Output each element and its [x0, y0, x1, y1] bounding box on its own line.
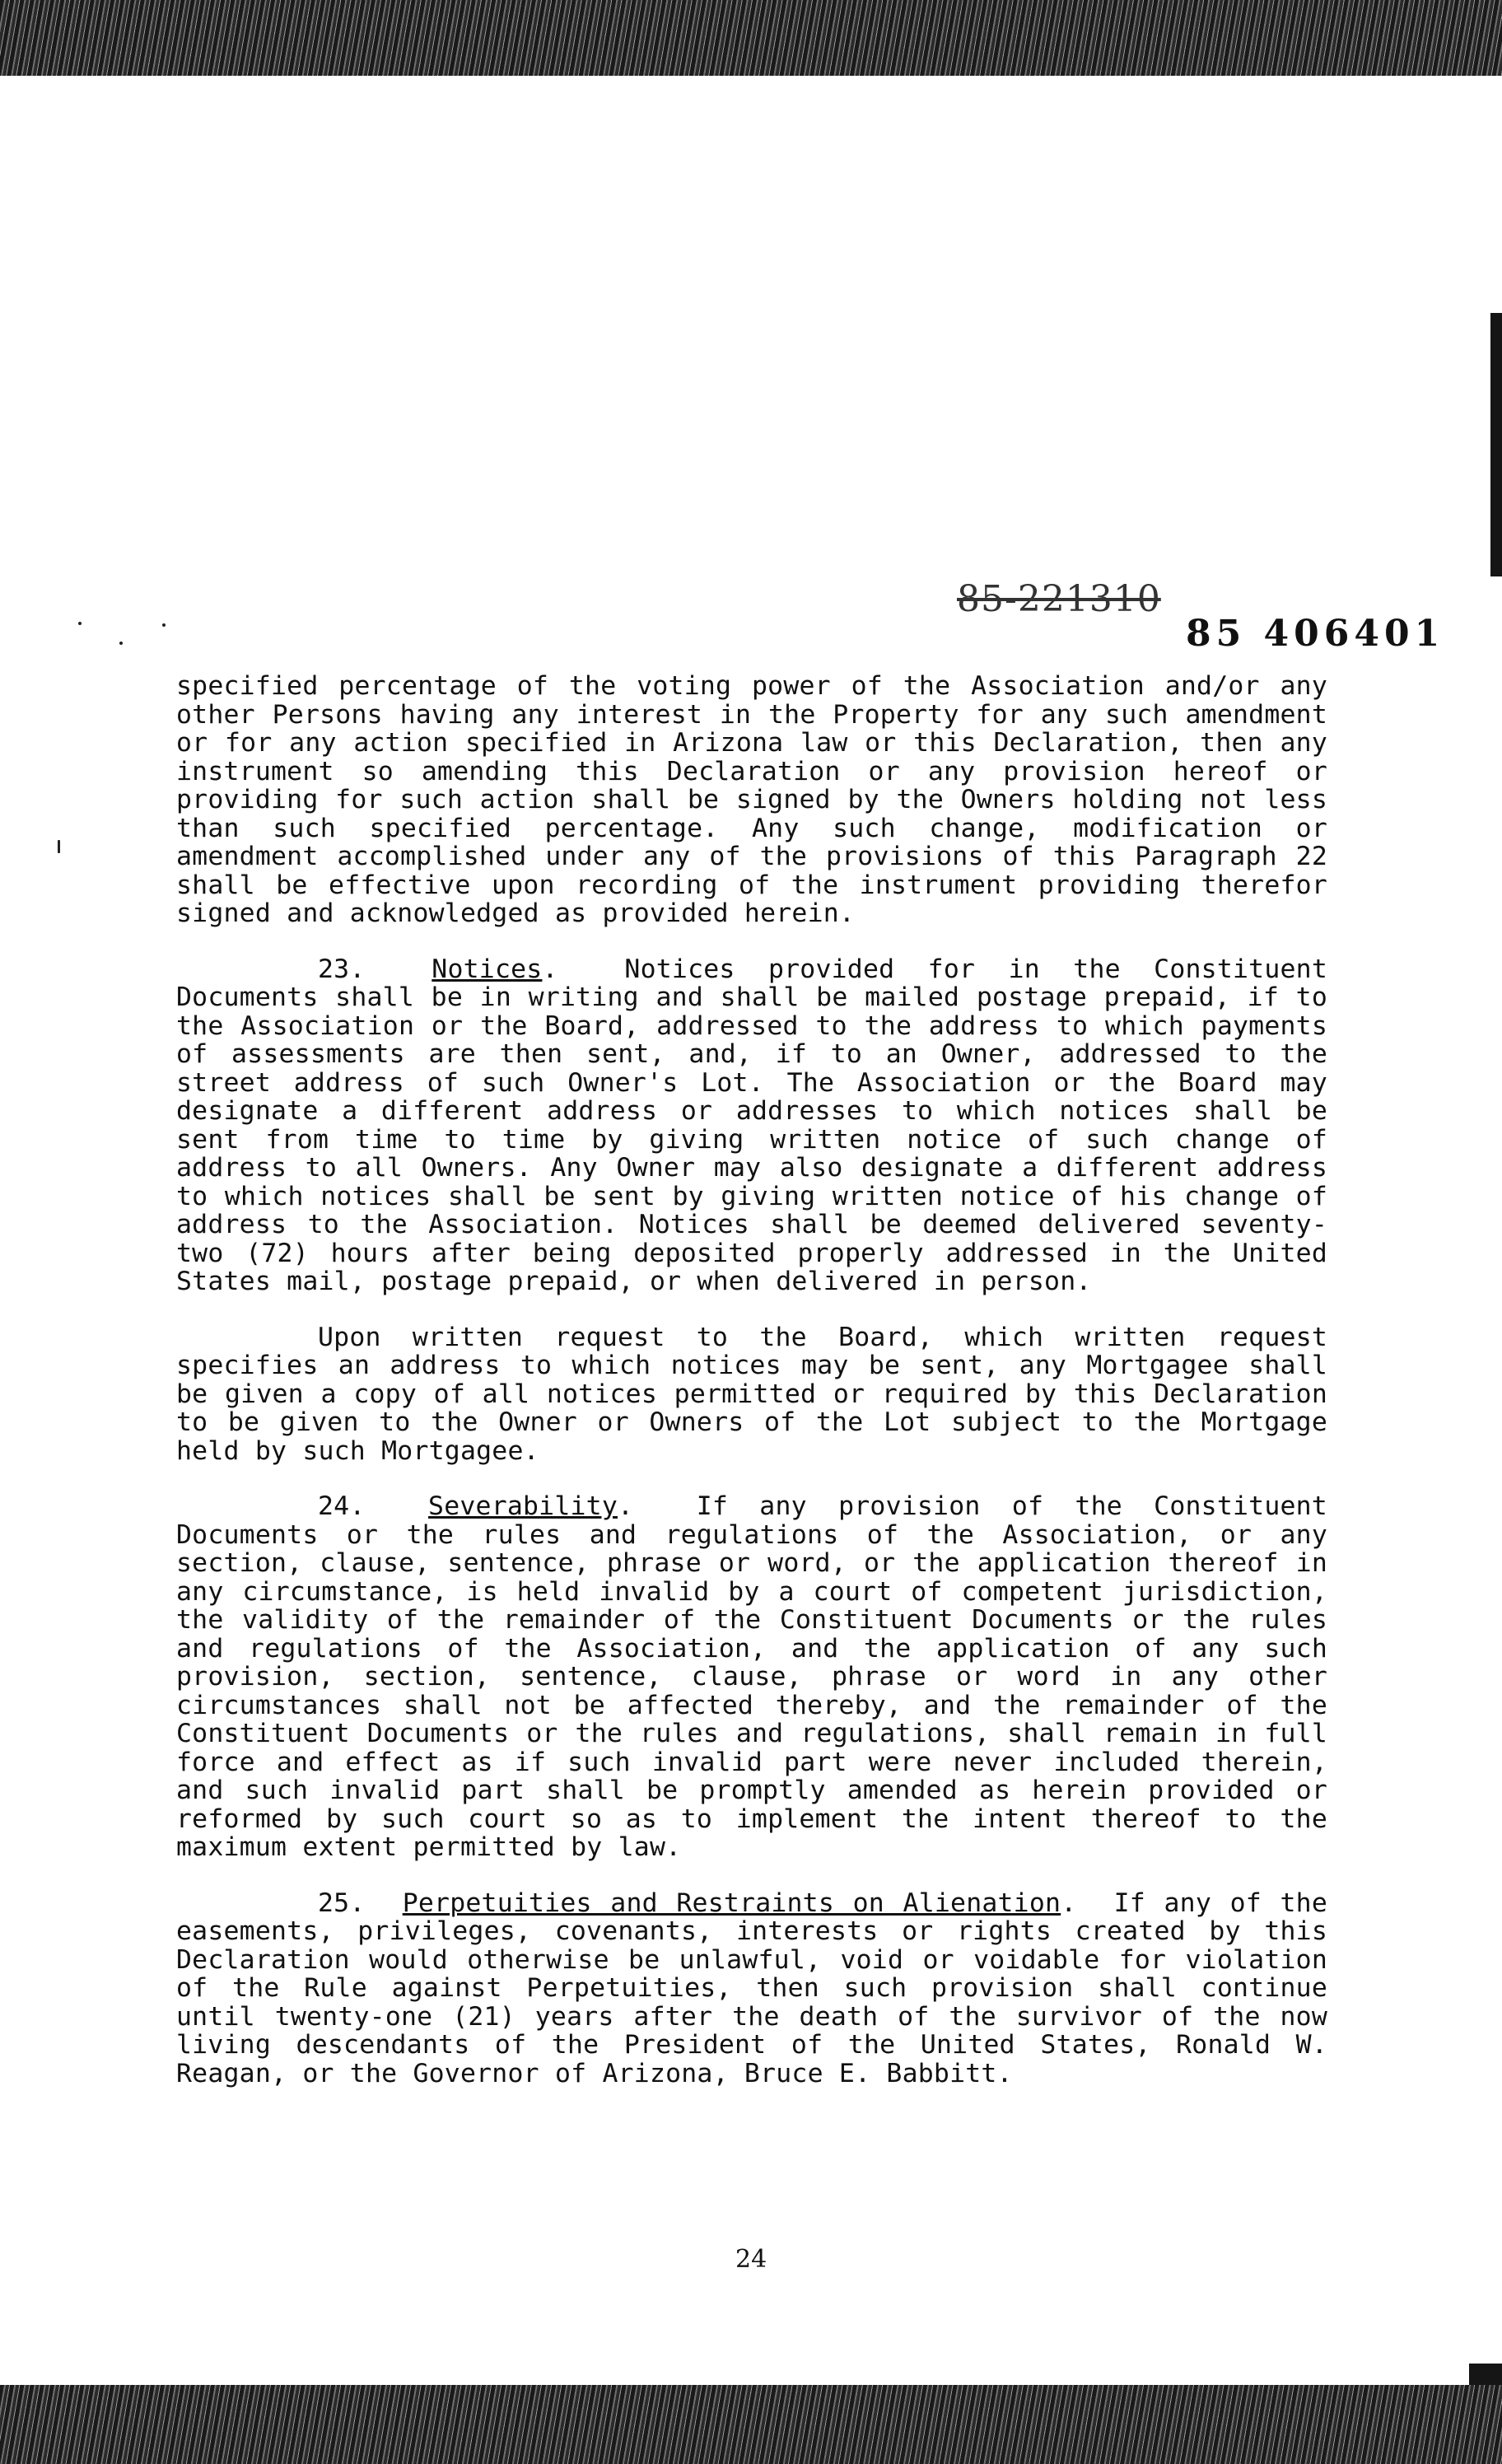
scan-speck [58, 840, 60, 853]
document-body [176, 672, 1327, 2115]
scan-speck [119, 642, 123, 645]
mortgagee-paragraph: Upon written request to the Board, which written request specifies an address to which notices may be sent, any Mortgagee shall be given a copy of all notices permitted or required by this Declaration to be given to the Owner or Owners of the Lot subject to the Mortgage held by such Mortgagee. [176, 1322, 1327, 1466]
section-number: 25. [318, 1888, 366, 1918]
section-heading: Severability [428, 1491, 618, 1521]
document-number: 85 406401 [1186, 613, 1445, 655]
heading-punctuation: . [1061, 1888, 1077, 1918]
section-text: Notices provided for in the Constituent Documents shall be in writing and shall be mailed postage prepaid, if to the Association or the Board, addressed to the address to which payments of assessments are then sent, and, if to an Owner, addressed to the street address of such Owner's Lot. The Association or the Board may designate a different address or addresses to which notices shall be sent from time to time by giving written notice of such change of address to all Owners. Any Owner may also designate a different address to which notices shall be sent by giving written notice of his change of address to the Association. Notices shall be deemed delivered seventy-two (72) hours after being deposited properly addressed in the United States mail, postage prepaid, or when delivered in person. [176, 954, 1327, 1296]
scan-speck [162, 623, 166, 627]
section-23-notices [176, 955, 1327, 1296]
section-text: If any of the easements, privileges, covenants, interests or rights created by this Declaration would otherwise be unlawful, void or voidable for violation of the Rule against Perpetuities, then such provision shall continue until twenty-one (21) years after the death of the survivor of the now living descendants of the President of the United States, Ronald W. Reagan, or the Governor of Arizona, Bruce E. Babbitt. [176, 1888, 1327, 2088]
section-24-severability [176, 1492, 1327, 1862]
section-number: 24. [318, 1491, 366, 1521]
scan-border-bottom [0, 2385, 1502, 2464]
heading-punctuation: . [542, 954, 558, 984]
section-number: 23. [318, 954, 366, 984]
section-25-perpetuities [176, 1889, 1327, 2088]
section-heading: Perpetuities and Restraints on Alienation [402, 1888, 1061, 1918]
section-heading: Notices [431, 954, 543, 984]
scan-speck [78, 622, 82, 625]
scan-border-top [0, 0, 1502, 76]
page-number: 24 [735, 2245, 767, 2274]
scan-edge-mark [1490, 313, 1502, 576]
document-number-struck: 85-221310 [957, 578, 1161, 620]
continuation-paragraph: specified percentage of the voting power of the Association and/or any other Persons having any interest in the Property for any such amendment or for any action specified in Arizona law or this Declaration, then any instrument so amending this Declaration or any provision hereof or providing for such action shall be signed by the Owners holding not less than such specified percentage. Any such change, modification or amendment accomplished under any of the provisions of this Paragraph 22 shall be effective upon recording of the instrument providing therefor signed and acknowledged as provided herein. [176, 671, 1327, 928]
section-text: If any provision of the Constituent Documents or the rules and regulations of the Association, or any section, clause, sentence, phrase or word, or the application thereof in any circumstance, is held invalid by a court of competent jurisdiction, the validity of the remainder of the Constituent Documents or the rules and regulations of the Association, and the application of any such provision, section, sentence, clause, phrase or word in any other circumstances shall not be affected thereby, and the remainder of the Constituent Documents or the rules and regulations, shall remain in full force and effect as if such invalid part were never included therein, and such invalid part shall be promptly amended as herein provided or reformed by such court so as to implement the intent thereof to the maximum extent permitted by law. [176, 1491, 1327, 1862]
heading-punctuation: . [618, 1491, 634, 1521]
